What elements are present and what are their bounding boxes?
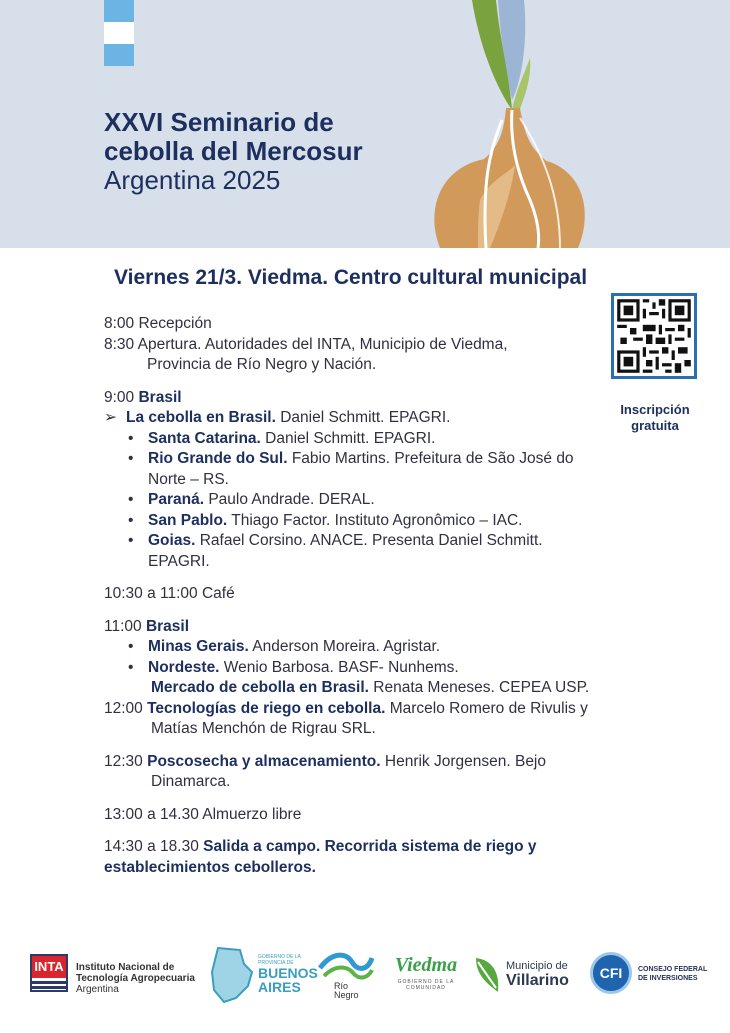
ba-big-text: AIRES bbox=[258, 979, 301, 995]
viedma-wordmark: Viedma bbox=[394, 954, 458, 976]
title-line-1: XXVI Seminario de bbox=[104, 107, 334, 137]
onion-illustration-icon bbox=[420, 0, 600, 248]
argentina-flag-icon bbox=[104, 0, 134, 66]
list-item: • Goias. Rafael Corsino. ANACE. Presenta Daniel Schmitt. EPAGRI. bbox=[104, 531, 624, 572]
program-line: 8:30 Apertura. Autoridades del INTA, Municipio de Viedma, bbox=[104, 335, 508, 353]
page-title bbox=[104, 108, 363, 195]
sponsor-logos bbox=[0, 940, 730, 1010]
program-line: 9:00 Brasil bbox=[104, 388, 182, 406]
rio-negro-wave-icon bbox=[318, 948, 374, 982]
inta-abbr: INTA bbox=[32, 956, 66, 978]
list-item: • Paraná. Paulo Andrade. DERAL. bbox=[104, 490, 624, 511]
rio-negro-text: Río bbox=[334, 981, 349, 991]
program-line: 14:30 a 18.30 Salida a campo. Recorrida sistema de riego y bbox=[104, 838, 537, 855]
viedma-logo bbox=[390, 954, 462, 991]
program-line: 10:30 a 11:00 Café bbox=[104, 585, 235, 602]
inta-name-line: Tecnología Agropecuaria bbox=[76, 973, 195, 984]
program-line: 12:30 Poscosecha y almacenamiento. Henrik Jorgensen. Bejo bbox=[104, 752, 546, 770]
arrow-bullet-icon: ➢ bbox=[104, 409, 117, 426]
program-item-brasil-overview: ➢ La cebolla en Brasil. Daniel Schmitt. EPAGRI. bbox=[104, 408, 624, 429]
ba-small-text: PROVINCIA DE bbox=[258, 960, 294, 966]
list-item: Mercado de cebolla en Brasil. Renata Meneses. CEPEA USP. bbox=[151, 679, 590, 696]
qr-label: Inscripción gratuita bbox=[620, 402, 690, 433]
program-line: Dinamarca. bbox=[151, 773, 231, 790]
cfi-text: CONSEJO FEDERAL bbox=[638, 966, 708, 973]
villarino-logo bbox=[472, 954, 569, 999]
program-list bbox=[104, 314, 624, 878]
program-line: Provincia de Río Negro y Nación. bbox=[147, 356, 377, 373]
viedma-subtitle: GOBIERNO DE LA COMUNIDAD bbox=[397, 979, 455, 991]
villarino-leaf-icon bbox=[472, 954, 502, 994]
villarino-text: Municipio de bbox=[506, 960, 568, 972]
list-item: • Nordeste. Wenio Barbosa. BASF- Nunhems. bbox=[104, 658, 624, 679]
program-line: establecimientos cebolleros. bbox=[104, 858, 316, 876]
program-line: 11:00 Brasil bbox=[104, 617, 190, 635]
inta-name-line: Instituto Nacional de bbox=[76, 962, 175, 973]
program-line: 8:00 Recepción bbox=[104, 315, 212, 332]
day-title: Viernes 21/3. Viedma. Centro cultural municipal bbox=[114, 266, 588, 289]
villarino-text: Villarino bbox=[506, 972, 569, 989]
title-line-2: cebolla del Mercosur bbox=[104, 136, 363, 166]
list-item: • Minas Gerais. Anderson Moreira. Agristar. bbox=[104, 637, 624, 658]
list-item: • Rio Grande do Sul. Fabio Martins. Prefeitura de São José do Norte – RS. bbox=[104, 449, 624, 490]
header-banner bbox=[0, 0, 730, 248]
list-item: • San Pablo. Thiago Factor. Instituto Agronômico – IAC. bbox=[104, 511, 624, 532]
rio-negro-text: Negro bbox=[334, 990, 359, 1000]
buenos-aires-map-icon bbox=[210, 946, 254, 1004]
program-line: 12:00 Tecnologías de riego en cebolla. Marcelo Romero de Rivulis y bbox=[104, 699, 588, 717]
qr-code-icon bbox=[614, 296, 694, 376]
program-line: 13:00 a 14.30 Almuerzo libre bbox=[104, 805, 302, 823]
program-line: Matías Menchón de Rigrau SRL. bbox=[151, 720, 376, 737]
list-item: • Santa Catarina. Daniel Schmitt. EPAGRI. bbox=[104, 429, 624, 450]
inta-name-line: Argentina bbox=[76, 984, 119, 995]
title-line-3: Argentina 2025 bbox=[104, 165, 281, 195]
cfi-text: DE INVERSIONES bbox=[638, 975, 698, 982]
ba-big-text: BUENOS bbox=[258, 965, 318, 981]
rio-negro-logo bbox=[318, 948, 374, 1000]
ba-small-text: GOBIERNO DE LA bbox=[258, 954, 301, 960]
buenos-aires-logo bbox=[210, 946, 318, 1009]
cfi-abbr: CFI bbox=[590, 952, 632, 994]
